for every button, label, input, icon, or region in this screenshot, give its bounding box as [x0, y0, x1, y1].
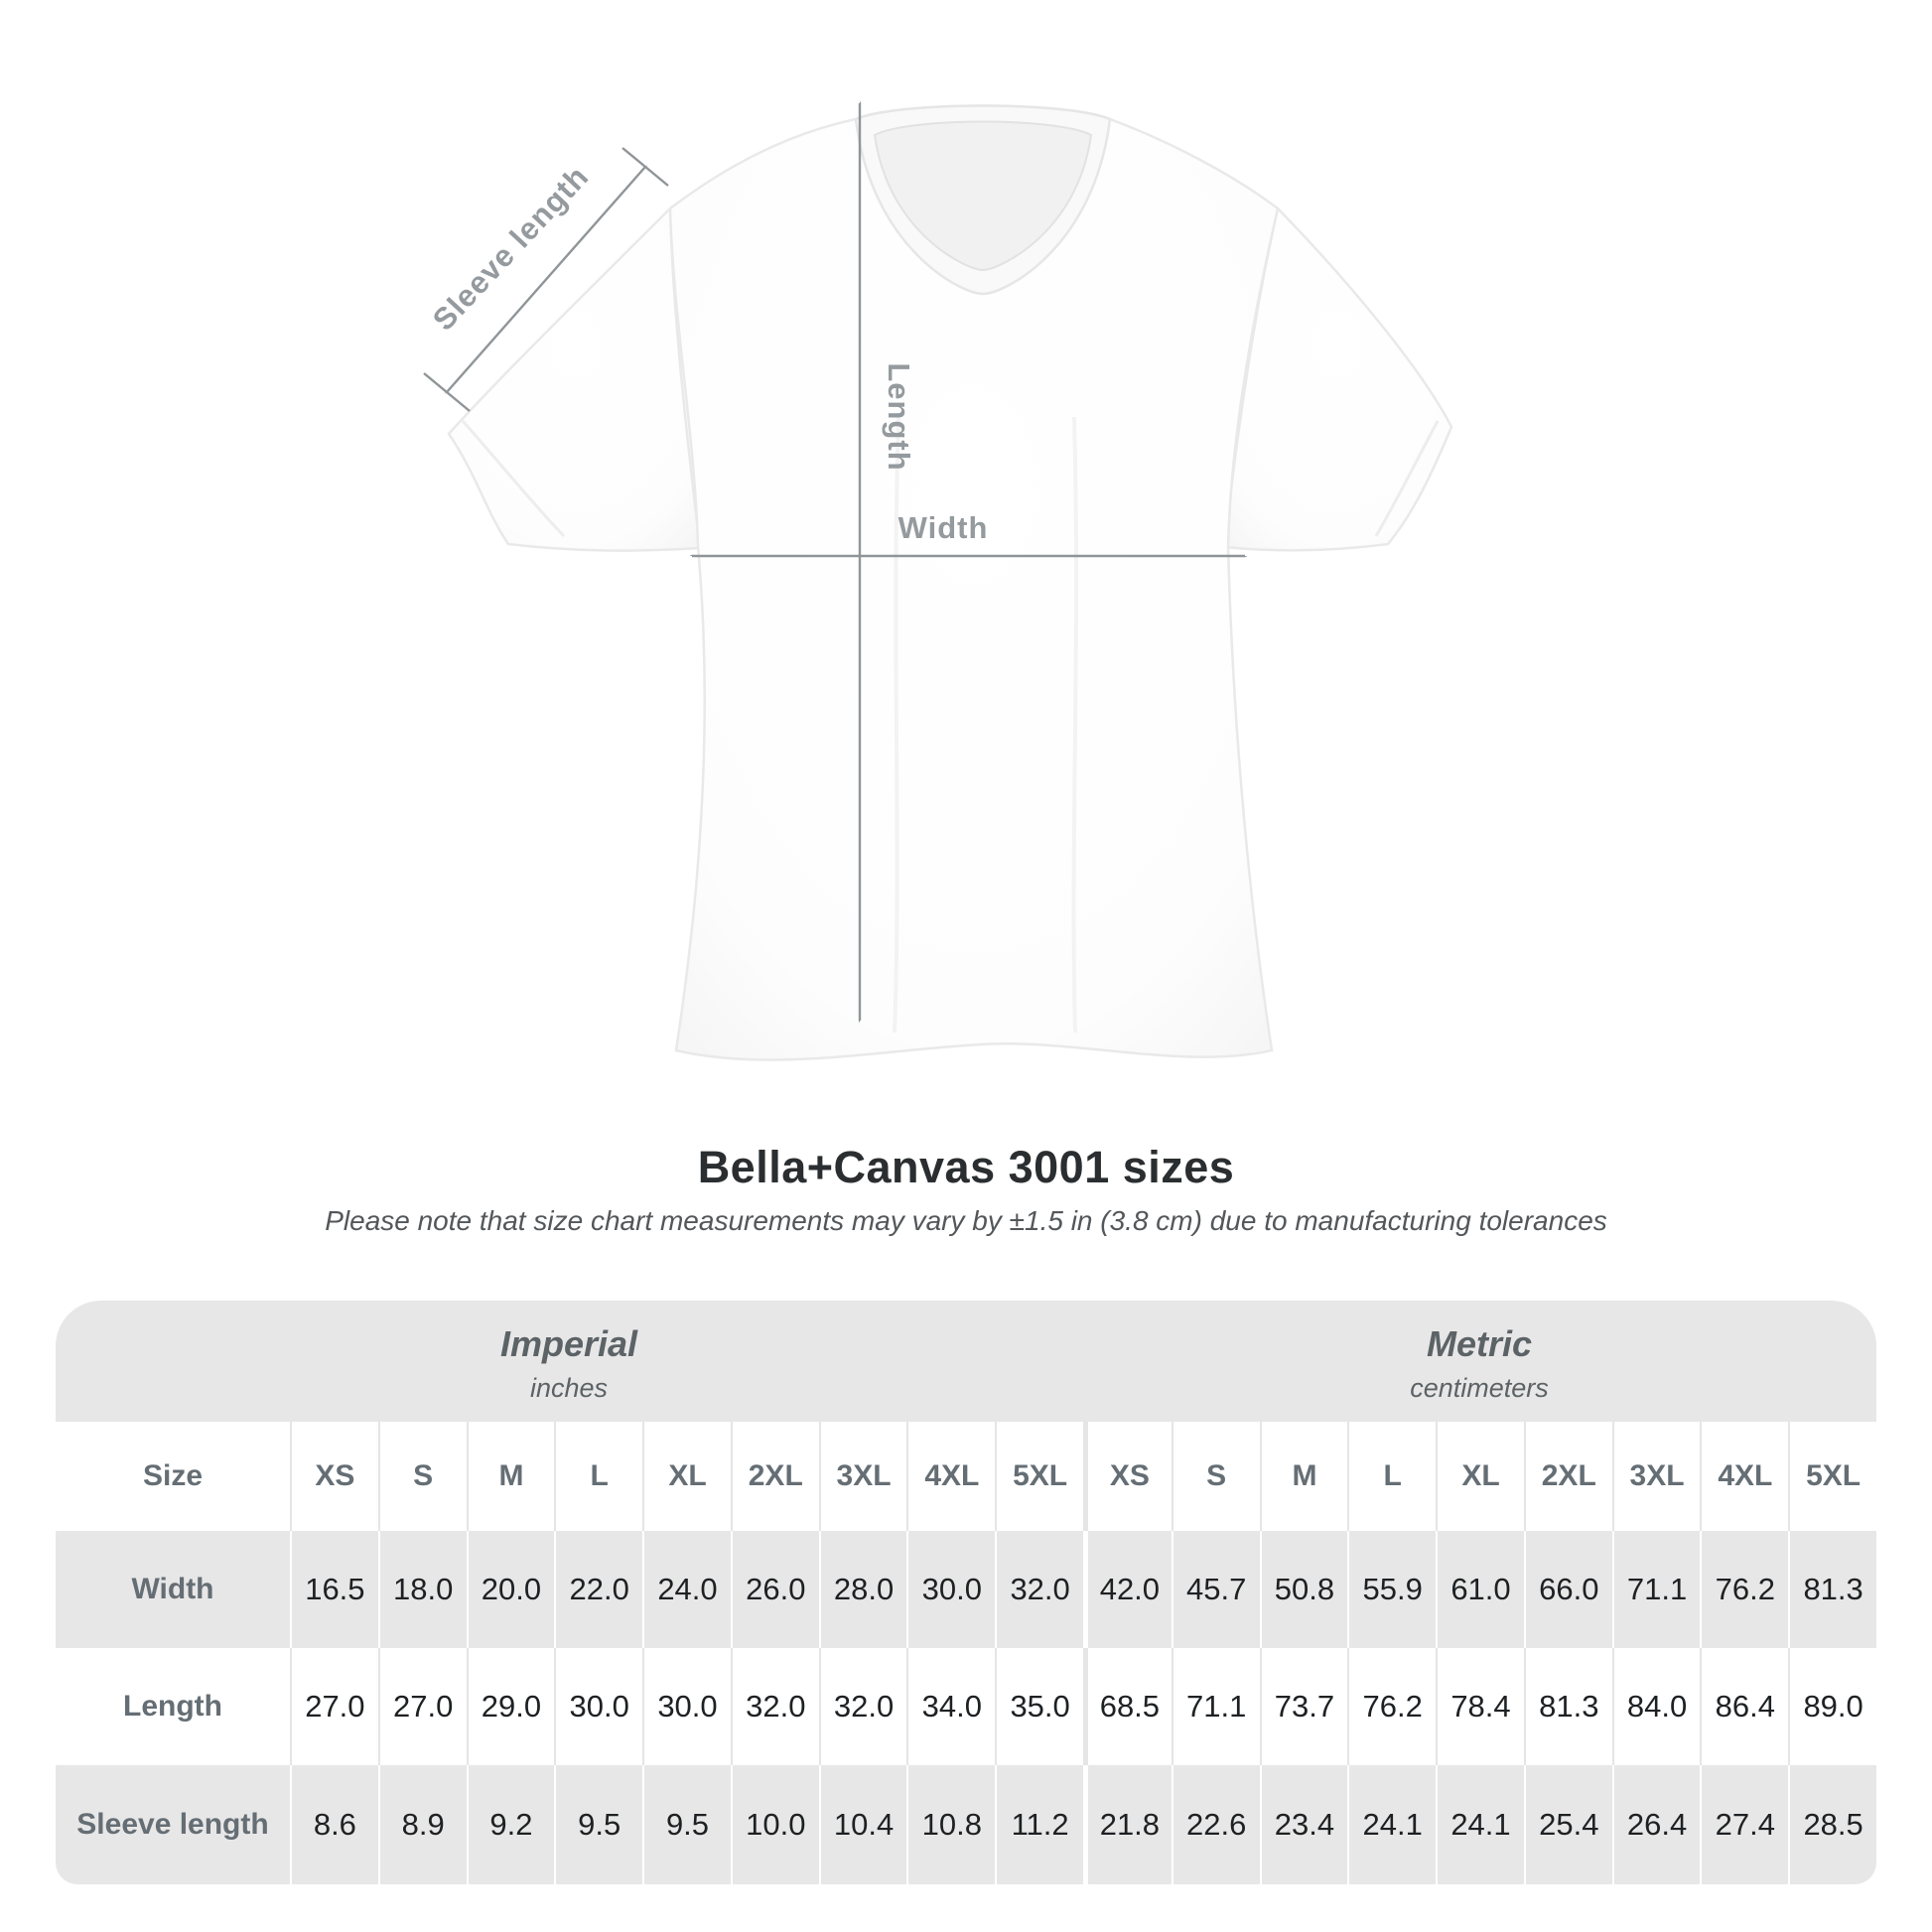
size-header-cell: 5XL: [1788, 1422, 1876, 1531]
value-cell: 29.0: [467, 1648, 555, 1765]
value-cell: 32.0: [731, 1648, 819, 1765]
page-subtitle: Please note that size chart measurements may vary by ±1.5 in (3.8 cm) due to manufacturing tolerances: [325, 1205, 1607, 1236]
value-cell: 24.1: [1347, 1765, 1436, 1884]
table-row-length: [56, 1648, 1876, 1765]
value-cell: 30.0: [642, 1648, 731, 1765]
row-label: Width: [131, 1573, 214, 1605]
value-cell: 22.0: [554, 1531, 642, 1648]
value-cell: 34.0: [906, 1648, 995, 1765]
size-header-cell: L: [554, 1422, 642, 1531]
value-cell: 11.2: [995, 1765, 1083, 1884]
sleeve-length-label: Sleeve length: [425, 159, 596, 338]
value-cell: 9.5: [554, 1765, 642, 1884]
value-cell: 30.0: [554, 1648, 642, 1765]
size-header-cell: XL: [642, 1422, 731, 1531]
imperial-unit: inches: [529, 1372, 609, 1403]
size-header-cell: 2XL: [1524, 1422, 1612, 1531]
metric-unit: centimeters: [1410, 1372, 1549, 1403]
value-cell: 10.4: [819, 1765, 907, 1884]
value-cell: 89.0: [1788, 1648, 1876, 1765]
units-band: [56, 1301, 1876, 1422]
value-cell: 23.4: [1260, 1765, 1348, 1884]
imperial-header: [56, 1301, 1082, 1422]
value-cell: 73.7: [1260, 1648, 1348, 1765]
metric-title: Metric: [1426, 1322, 1533, 1364]
size-header-cell: 3XL: [819, 1422, 907, 1531]
value-cell: 78.4: [1436, 1648, 1524, 1765]
value-cell: 9.5: [642, 1765, 731, 1884]
metric-header: [1082, 1301, 1876, 1422]
value-cell: 26.0: [731, 1531, 819, 1648]
value-cell: 84.0: [1612, 1648, 1701, 1765]
value-cell: 45.7: [1172, 1531, 1260, 1648]
size-table: [56, 1301, 1876, 1884]
value-cell: 8.9: [378, 1765, 467, 1884]
value-cell: 18.0: [378, 1531, 467, 1648]
size-header-cell: 3XL: [1612, 1422, 1701, 1531]
table-row-width: [56, 1531, 1876, 1648]
value-cell: 26.4: [1612, 1765, 1701, 1884]
value-cell: 16.5: [290, 1531, 378, 1648]
value-cell: 30.0: [906, 1531, 995, 1648]
value-cell: 27.0: [378, 1648, 467, 1765]
tshirt-illustration: [328, 60, 1489, 1112]
row-label: Sleeve length: [76, 1808, 269, 1841]
value-cell: 32.0: [995, 1531, 1083, 1648]
value-cell: 61.0: [1436, 1531, 1524, 1648]
value-cell: 24.1: [1436, 1765, 1524, 1884]
size-header-cell: L: [1347, 1422, 1436, 1531]
value-cell: 32.0: [819, 1648, 907, 1765]
value-cell: 71.1: [1612, 1531, 1701, 1648]
size-header-cell: M: [1260, 1422, 1348, 1531]
value-cell: 55.9: [1347, 1531, 1436, 1648]
value-cell: 8.6: [290, 1765, 378, 1884]
size-header-cell: XL: [1436, 1422, 1524, 1531]
value-cell: 68.5: [1083, 1648, 1172, 1765]
width-label: Width: [897, 510, 989, 545]
value-cell: 76.2: [1347, 1648, 1436, 1765]
length-label: Length: [882, 362, 916, 472]
size-header-cell: 2XL: [731, 1422, 819, 1531]
value-cell: 81.3: [1524, 1648, 1612, 1765]
value-cell: 86.4: [1700, 1648, 1788, 1765]
imperial-title: Imperial: [499, 1322, 638, 1364]
page-title: Bella+Canvas 3001 sizes: [697, 1142, 1235, 1192]
size-header-cell: S: [378, 1422, 467, 1531]
value-cell: 71.1: [1172, 1648, 1260, 1765]
row-label: Length: [123, 1690, 222, 1723]
size-header-cell: XS: [290, 1422, 378, 1531]
value-cell: 21.8: [1083, 1765, 1172, 1884]
value-cell: 20.0: [467, 1531, 555, 1648]
value-cell: 22.6: [1172, 1765, 1260, 1884]
value-cell: 28.5: [1788, 1765, 1876, 1884]
value-cell: 24.0: [642, 1531, 731, 1648]
value-cell: 81.3: [1788, 1531, 1876, 1648]
tshirt-diagram: [328, 60, 1489, 1112]
value-cell: 50.8: [1260, 1531, 1348, 1648]
size-header-cell: XS: [1083, 1422, 1172, 1531]
size-header-cell: M: [467, 1422, 555, 1531]
value-cell: 10.0: [731, 1765, 819, 1884]
value-cell: 25.4: [1524, 1765, 1612, 1884]
size-header-cell: 4XL: [1700, 1422, 1788, 1531]
size-header-cell: S: [1172, 1422, 1260, 1531]
table-row-sleeve-length: [56, 1765, 1876, 1884]
size-column-header: Size: [142, 1459, 204, 1492]
size-header-row: [56, 1422, 1876, 1531]
size-header-cell: 4XL: [906, 1422, 995, 1531]
value-cell: 42.0: [1083, 1531, 1172, 1648]
value-cell: 28.0: [819, 1531, 907, 1648]
value-cell: 76.2: [1700, 1531, 1788, 1648]
size-header-cell: 5XL: [995, 1422, 1083, 1531]
value-cell: 10.8: [906, 1765, 995, 1884]
value-cell: 27.4: [1700, 1765, 1788, 1884]
value-cell: 27.0: [290, 1648, 378, 1765]
value-cell: 66.0: [1524, 1531, 1612, 1648]
value-cell: 9.2: [467, 1765, 555, 1884]
value-cell: 35.0: [995, 1648, 1083, 1765]
